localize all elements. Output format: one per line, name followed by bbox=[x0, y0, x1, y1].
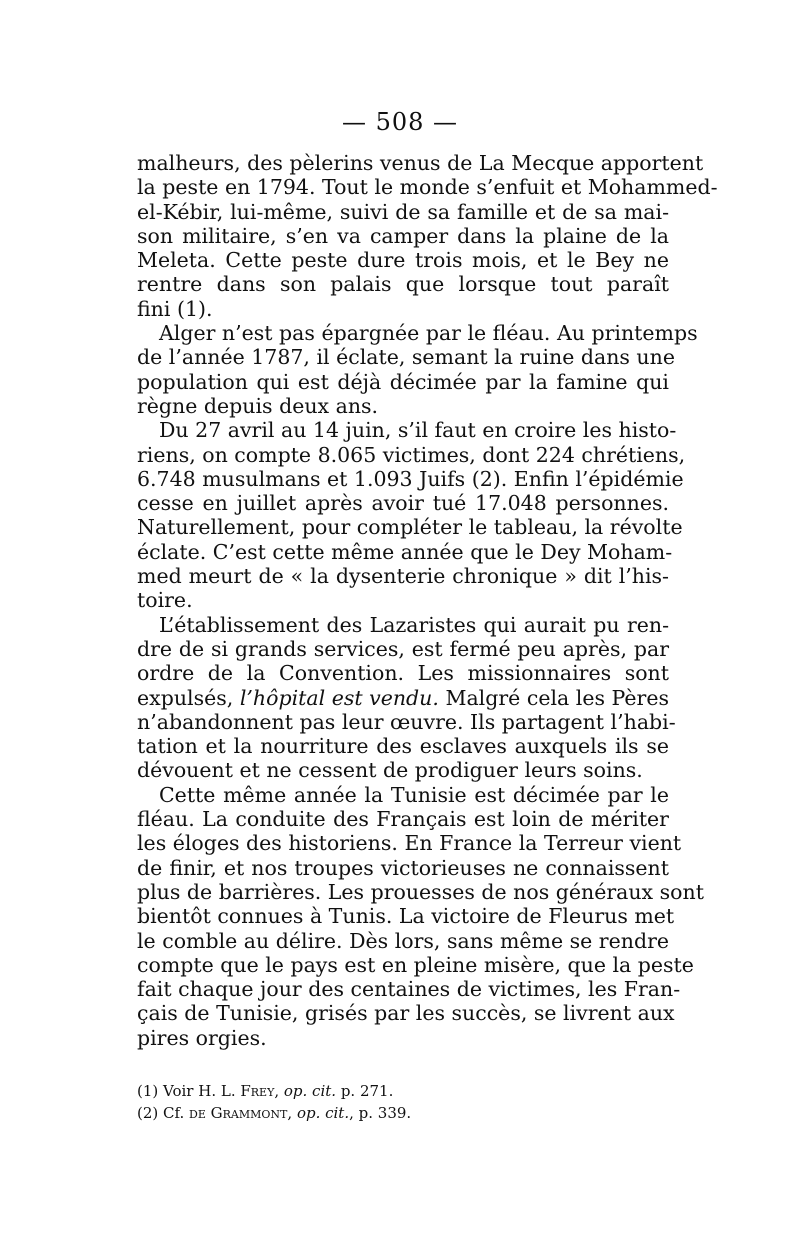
text-line: çais de Tunisie, grisés par les succès, se livrent aux bbox=[137, 1001, 675, 1026]
text-segment: expulsés, bbox=[137, 685, 240, 710]
text-line: L’établissement des Lazaristes qui aurait pu ren- bbox=[159, 612, 669, 637]
body-text bbox=[137, 151, 718, 1050]
footnote-text: Cf. bbox=[163, 1104, 190, 1122]
text-line: bientôt connues à Tunis. La victoire de Fleurus met bbox=[137, 904, 675, 929]
page-number: — 508 — bbox=[341, 108, 459, 136]
text-line: rentre dans son palais que lorsque tout paraît bbox=[137, 272, 669, 297]
text-line: Du 27 avril au 14 juin, s’il faut en croire les histo- bbox=[159, 418, 677, 443]
footnote-ref: op. cit. bbox=[283, 1082, 337, 1100]
text-line: riens, on compte 8.065 victimes, dont 224 chrétiens, bbox=[137, 442, 686, 467]
text-line: fléau. La conduite des Français est loin de mériter bbox=[137, 807, 669, 832]
text-line: Meleta. Cette peste dure trois mois, et le Bey ne bbox=[137, 248, 669, 273]
text-line: med meurt de « la dysenterie chronique » dit l’his- bbox=[137, 564, 669, 589]
text-line: de finir, et nos troupes victorieuses ne connaissent bbox=[137, 855, 669, 880]
footnote-marker: (1) bbox=[137, 1082, 164, 1100]
text-line: les éloges des historiens. En France la Terreur vient bbox=[137, 831, 682, 856]
footnote-author: Frey bbox=[240, 1082, 275, 1100]
text-line: 6.748 musulmans et 1.093 Juifs (2). Enfin l’épidémie bbox=[137, 466, 684, 491]
text-line: Alger n’est pas épargnée par le fléau. Au printemps bbox=[159, 321, 698, 346]
text-line: malheurs, des pèlerins venus de La Mecque apportent bbox=[137, 151, 704, 175]
footnote-text: Voir H. L. bbox=[163, 1082, 241, 1100]
text-line: son militaire, s’en va camper dans la plaine de la bbox=[137, 223, 669, 248]
footnote-ref: op. cit. bbox=[296, 1104, 350, 1122]
footnote bbox=[137, 1102, 669, 1124]
text-line: plus de barrières. Les prouesses de nos généraux sont bbox=[137, 879, 704, 904]
text-line: population qui est déjà décimée par la famine qui bbox=[137, 369, 669, 394]
text-line bbox=[137, 686, 669, 710]
text-line: tation et la nourriture des esclaves auxquels ils se bbox=[137, 734, 669, 759]
footnote-author: de Grammont bbox=[189, 1104, 288, 1122]
text-line: ordre de la Convention. Les missionnaires sont bbox=[137, 661, 669, 686]
text-line: n’abandonnent pas leur œuvre. Ils partagent l’habi- bbox=[137, 709, 676, 734]
text-line: compte que le pays est en pleine misère, que la peste bbox=[137, 952, 694, 977]
text-segment: Malgré cela les Pères bbox=[438, 685, 670, 710]
footnotes bbox=[137, 1080, 669, 1124]
text-line: Naturellement, pour compléter le tableau, la révolte bbox=[137, 515, 683, 540]
italic-segment: l’hôpital est vendu. bbox=[239, 685, 439, 710]
text-line: dre de si grands services, est fermé peu après, par bbox=[137, 636, 669, 661]
text-line: toire. bbox=[137, 588, 193, 613]
footnote-marker: (2) bbox=[137, 1104, 164, 1122]
text-line: pires orgies. bbox=[137, 1025, 267, 1050]
footnote-text: p. 271. bbox=[336, 1082, 394, 1100]
text-line: de l’année 1787, il éclate, semant la ruine dans une bbox=[137, 345, 675, 370]
text-line: éclate. C’est cette même année que le Dey Moham- bbox=[137, 539, 673, 564]
text-line: dévouent et ne cessent de prodiguer leurs soins. bbox=[137, 758, 643, 783]
footnote-text: , p. 339. bbox=[349, 1104, 412, 1122]
text-line: cesse en juillet après avoir tué 17.048 personnes. bbox=[137, 491, 669, 516]
footnote-text: , bbox=[287, 1104, 297, 1122]
text-line: le comble au délire. Dès lors, sans même se rendre bbox=[137, 928, 669, 953]
text-line: el-Kébir, lui-même, suivi de sa famille et de sa mai- bbox=[137, 199, 669, 224]
text-line: la peste en 1794. Tout le monde s’enfuit et Mohammed- bbox=[137, 175, 718, 200]
text-line: fini (1). bbox=[137, 296, 213, 321]
text-line: règne depuis deux ans. bbox=[137, 393, 379, 418]
text-line: fait chaque jour des centaines de victimes, les Fran- bbox=[137, 977, 681, 1002]
footnote-text: , bbox=[274, 1082, 284, 1100]
footnote bbox=[137, 1080, 669, 1102]
text-line: Cette même année la Tunisie est décimée par le bbox=[159, 782, 669, 807]
